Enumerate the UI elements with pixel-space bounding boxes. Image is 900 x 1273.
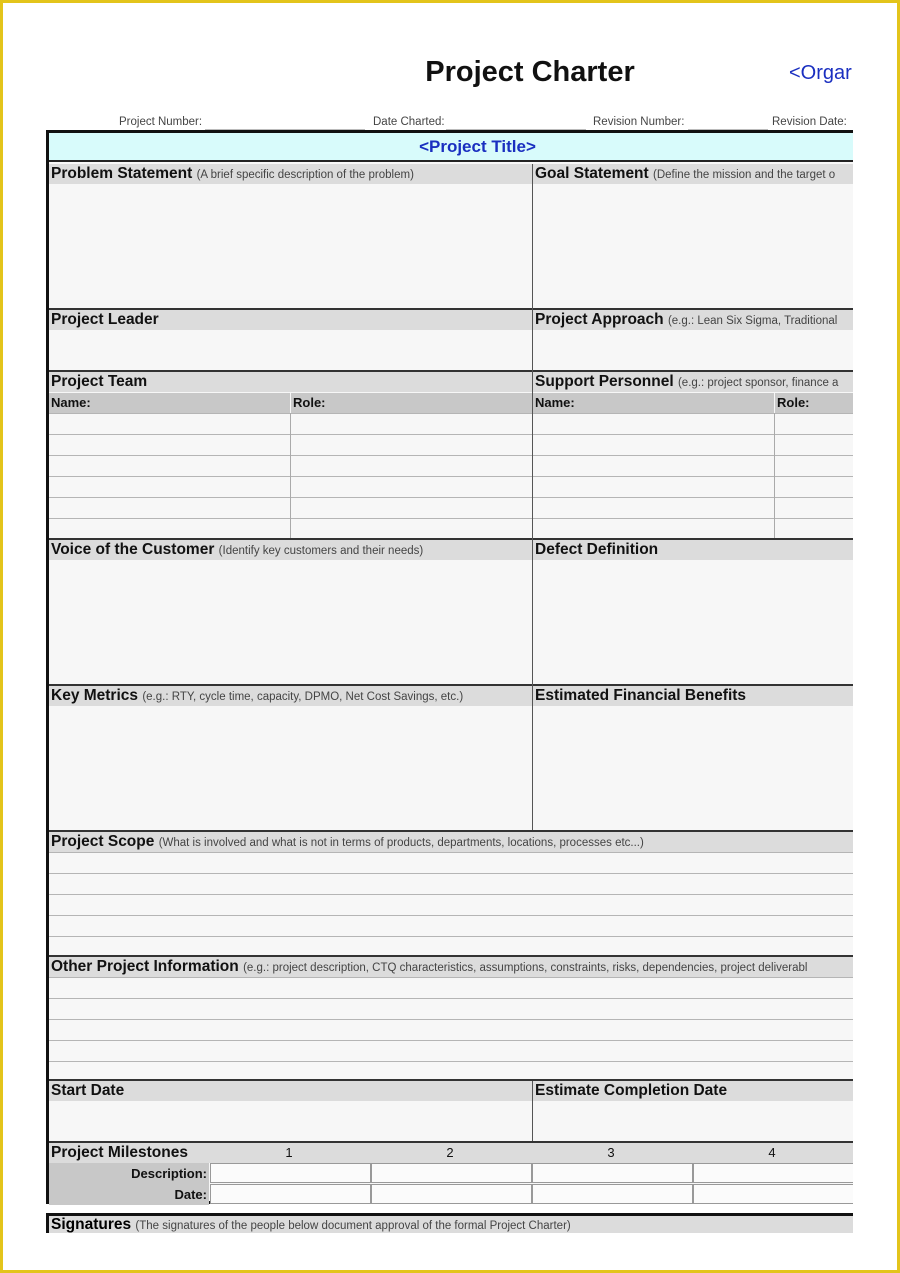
milestone-2-date[interactable] (371, 1184, 532, 1204)
support-personnel-hint: (e.g.: project sponsor, finance a (677, 377, 839, 389)
column-divider (774, 413, 775, 539)
support-role-column-header: Role: (775, 393, 853, 413)
key-metrics-header (49, 686, 532, 706)
table-row[interactable] (49, 518, 853, 519)
table-row[interactable] (49, 476, 853, 477)
key-metrics-title: Key Metrics (51, 687, 139, 704)
charter-form (46, 130, 853, 1204)
goal-statement-field[interactable] (533, 184, 853, 308)
scope-line[interactable] (49, 852, 853, 853)
document-title: Project Charter (425, 56, 635, 88)
revision-date-label: Revision Date: (772, 116, 847, 128)
signatures-header (46, 1213, 853, 1233)
milestone-1-description[interactable] (210, 1163, 371, 1183)
voice-of-customer-field[interactable] (49, 560, 532, 684)
milestone-4-description[interactable] (693, 1163, 853, 1183)
scope-line[interactable] (49, 915, 853, 916)
table-row[interactable] (49, 497, 853, 498)
defect-definition-header (533, 540, 853, 560)
other-info-line[interactable] (49, 998, 853, 999)
voice-of-customer-header (49, 540, 532, 560)
date-charted-label: Date Charted: (373, 116, 445, 128)
problem-statement-hint: (A brief specific description of the problem) (196, 169, 414, 181)
project-number-label: Project Number: (119, 116, 203, 128)
other-info-header (49, 957, 853, 977)
scope-line[interactable] (49, 894, 853, 895)
column-divider (290, 413, 291, 539)
financial-benefits-field[interactable] (533, 706, 853, 830)
other-info-title: Other Project Information (51, 958, 239, 975)
milestone-3-date[interactable] (532, 1184, 693, 1204)
other-info-line[interactable] (49, 1040, 853, 1041)
signatures-hint: (The signatures of the people below document approval of the formal Project Charter) (135, 1220, 571, 1232)
goal-statement-title: Goal Statement (535, 165, 649, 182)
milestones-title: Project Milestones (51, 1144, 188, 1161)
scope-line[interactable] (49, 873, 853, 874)
support-name-column-header: Name: (533, 393, 774, 413)
defect-definition-field[interactable] (533, 560, 853, 684)
key-metrics-hint: (e.g.: RTY, cycle time, capacity, DPMO, Net Cost Savings, etc.) (142, 691, 464, 703)
team-name-column-header: Name: (49, 393, 290, 413)
defect-definition-title: Defect Definition (535, 541, 659, 558)
completion-date-field[interactable] (533, 1101, 853, 1141)
milestone-number: 4 (768, 1145, 776, 1160)
column-divider (532, 1081, 533, 1141)
table-row[interactable] (49, 434, 853, 435)
milestone-date-label: Date: (49, 1184, 209, 1205)
problem-statement-field[interactable] (49, 184, 532, 308)
center-column-divider (532, 164, 533, 830)
support-personnel-title: Support Personnel (535, 373, 674, 390)
project-approach-header (533, 310, 853, 330)
other-info-hint: (e.g.: project description, CTQ characteristics, assumptions, constraints, risks, dependencies, project deliverabl (243, 962, 808, 974)
completion-date-header (533, 1081, 853, 1101)
problem-statement-header (49, 164, 532, 184)
project-approach-hint: (e.g.: Lean Six Sigma, Traditional (667, 315, 838, 327)
milestone-1-date[interactable] (210, 1184, 371, 1204)
completion-date-title: Estimate Completion Date (535, 1082, 728, 1099)
revision-number-label: Revision Number: (593, 116, 685, 128)
project-leader-title: Project Leader (51, 311, 159, 328)
project-team-title: Project Team (51, 373, 148, 390)
table-row[interactable] (49, 413, 853, 414)
signatures-title: Signatures (51, 1216, 132, 1233)
support-personnel-header (533, 372, 853, 392)
key-metrics-field[interactable] (49, 706, 532, 830)
project-approach-title: Project Approach (535, 311, 664, 328)
milestone-number: 3 (607, 1145, 615, 1160)
project-title-cell[interactable]: <Project Title> (49, 133, 853, 162)
table-row[interactable] (49, 455, 853, 456)
start-date-title: Start Date (51, 1082, 125, 1099)
scope-line[interactable] (49, 936, 853, 937)
milestone-number: 2 (446, 1145, 454, 1160)
goal-statement-header (533, 164, 853, 184)
project-scope-title: Project Scope (51, 833, 155, 850)
team-role-column-header: Role: (291, 393, 532, 413)
voice-of-customer-title: Voice of the Customer (51, 541, 215, 558)
project-approach-field[interactable] (533, 330, 853, 370)
problem-statement-title: Problem Statement (51, 165, 193, 182)
project-leader-header (49, 310, 532, 330)
project-leader-field[interactable] (49, 330, 532, 370)
start-date-field[interactable] (49, 1101, 532, 1141)
start-date-header (49, 1081, 532, 1101)
project-scope-header (49, 832, 853, 852)
financial-benefits-title: Estimated Financial Benefits (535, 687, 747, 704)
organization-placeholder[interactable]: <Orgar (789, 62, 852, 84)
other-info-line[interactable] (49, 1061, 853, 1062)
milestone-2-description[interactable] (371, 1163, 532, 1183)
project-scope-hint: (What is involved and what is not in terms of products, departments, locations, processes etc...) (158, 837, 644, 849)
milestone-3-description[interactable] (532, 1163, 693, 1183)
other-info-line[interactable] (49, 1019, 853, 1020)
financial-benefits-header (533, 686, 853, 706)
voice-of-customer-hint: (Identify key customers and their needs) (218, 545, 424, 557)
goal-statement-hint: (Define the mission and the target o (653, 169, 836, 181)
milestone-description-label: Description: (49, 1163, 209, 1184)
milestone-number: 1 (285, 1145, 293, 1160)
project-team-header (49, 372, 532, 392)
milestone-4-date[interactable] (693, 1184, 853, 1204)
other-info-line[interactable] (49, 977, 853, 978)
